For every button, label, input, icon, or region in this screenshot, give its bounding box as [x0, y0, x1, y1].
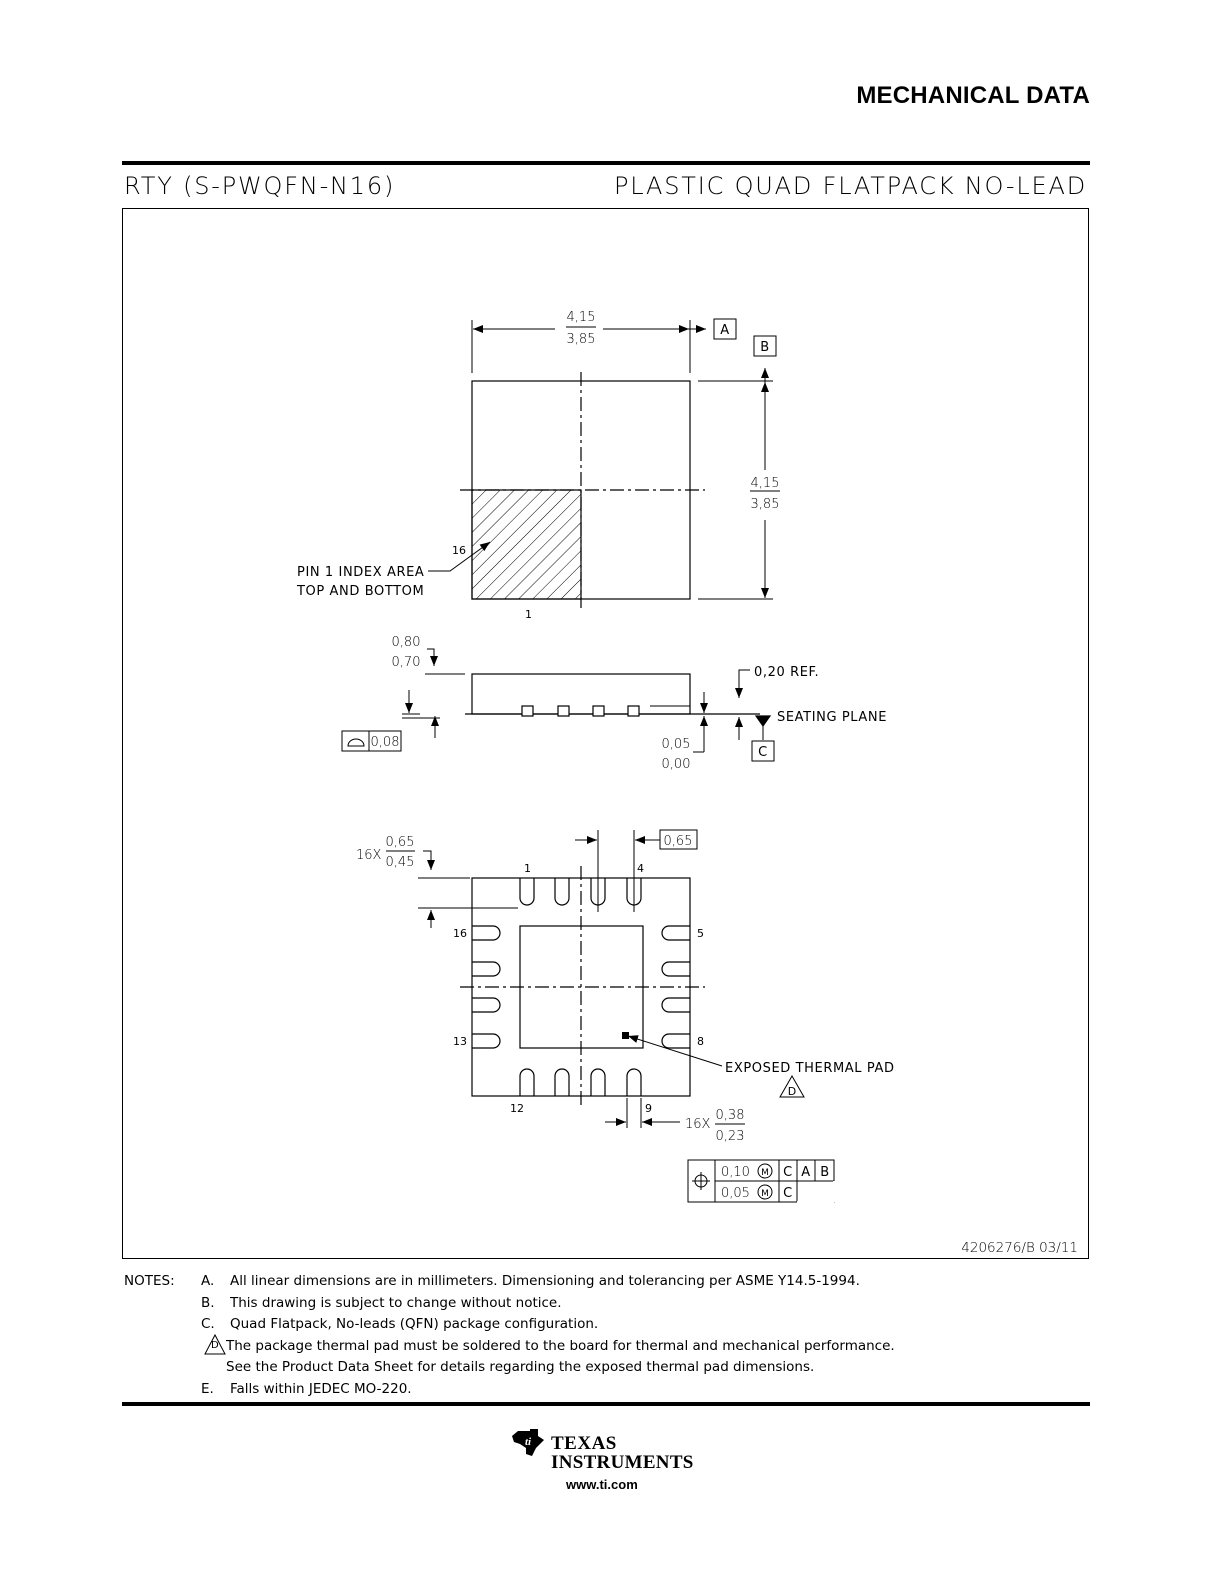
- lead-pin14: [472, 998, 500, 1012]
- flatness-symbol: [348, 739, 364, 746]
- side-lead: [522, 706, 533, 716]
- ref-b: B: [820, 1165, 830, 1180]
- datum-c-label: C: [758, 745, 768, 760]
- bottom-pin4: 4: [637, 862, 644, 875]
- top-pin16: 16: [452, 544, 466, 557]
- lead-pin2: [555, 878, 569, 905]
- lead-pin15: [472, 962, 500, 976]
- notes-heading: NOTES:: [124, 1273, 175, 1289]
- side-view-body: [472, 674, 690, 714]
- lead-width-min: 0,23: [715, 1129, 745, 1144]
- seating-plane-arrow: [756, 716, 770, 726]
- ref-c-1: C: [783, 1165, 793, 1180]
- lead-pin13: [472, 1034, 500, 1048]
- lead-width-prefix: 16X: [685, 1117, 711, 1132]
- lead-pin12: [520, 1069, 534, 1096]
- standoff-min: 0,00: [661, 757, 691, 772]
- brand-line1: TEXAS: [551, 1433, 617, 1454]
- bottom-pin12: 12: [510, 1102, 524, 1115]
- side-lead: [593, 706, 604, 716]
- side-lead: [558, 706, 569, 716]
- lead-length-max: 0,65: [385, 835, 415, 850]
- tolerance-value-2: 0,05: [721, 1186, 750, 1201]
- height-max: 4,15: [750, 476, 780, 491]
- bottom-pin5: 5: [697, 927, 704, 940]
- mmc-modifier-1: M: [761, 1168, 769, 1178]
- ref-c-2: C: [783, 1186, 793, 1201]
- thickness-min: 0,70: [391, 655, 421, 670]
- package-description: PLASTIC QUAD FLATPACK NO-LEAD: [614, 172, 1087, 200]
- width-max: 4,15: [566, 310, 596, 325]
- note-letter: D: [211, 1339, 219, 1351]
- bottom-pin13: 13: [453, 1035, 467, 1048]
- page-title: MECHANICAL DATA: [856, 82, 1090, 109]
- datum-a-label: A: [720, 323, 730, 338]
- lead-pin8: [662, 1034, 690, 1048]
- lead-pin10: [591, 1069, 605, 1096]
- side-view-text: [371, 635, 888, 772]
- pitch-value: 0,65: [663, 834, 693, 849]
- note-letter: B.: [201, 1294, 215, 1311]
- datum-b-label: B: [760, 340, 770, 355]
- note-text: All linear dimensions are in millimeters. Dimensioning and tolerancing per ASME Y14.5-1994.: [230, 1273, 860, 1289]
- top-view: [428, 319, 780, 608]
- lead-pin6: [662, 962, 690, 976]
- seating-plane-label: SEATING PLANE: [777, 710, 888, 725]
- lead-length-min: 0,45: [385, 855, 415, 870]
- side-lead: [628, 706, 639, 716]
- package-code: RTY (S-PWQFN-N16): [124, 172, 396, 200]
- lead-pin7: [662, 998, 690, 1012]
- note-text: Falls within JEDEC MO-220.: [230, 1380, 412, 1397]
- ti-logo-icon: [510, 1428, 546, 1458]
- pin1-label-line2: TOP AND BOTTOM: [297, 584, 425, 599]
- footer-rule: [122, 1402, 1090, 1406]
- drawing-id: 4206276/B 03/11: [961, 1240, 1078, 1256]
- bottom-view-text: [356, 834, 1078, 1256]
- pin1-label-line1: PIN 1 INDEX AREA: [297, 565, 425, 580]
- width-min: 3,85: [566, 332, 596, 347]
- bottom-pin16: 16: [453, 927, 467, 940]
- thickness-max: 0,80: [391, 635, 421, 650]
- note-d-flag: D: [787, 1085, 797, 1098]
- flatness-value: 0,08: [370, 735, 400, 750]
- note-letter: C.: [201, 1316, 215, 1332]
- pin1-index-area: [472, 490, 581, 599]
- thermal-pad-leader: [628, 1036, 722, 1066]
- note-letter: A.: [201, 1273, 215, 1289]
- lead-width-max: 0,38: [715, 1108, 745, 1123]
- note-text: See the Product Data Sheet for details regarding the exposed thermal pad dimensions.: [226, 1359, 815, 1375]
- note-text: The package thermal pad must be soldered to the board for thermal and mechanical performance.: [226, 1337, 895, 1354]
- footer-url[interactable]: www.ti.com: [566, 1477, 638, 1492]
- height-min: 3,85: [750, 497, 780, 512]
- bottom-pin9: 9: [645, 1102, 652, 1115]
- lead-count-prefix: 16X: [356, 848, 382, 863]
- ref-a: A: [801, 1165, 811, 1180]
- top-pin1: 1: [525, 608, 532, 621]
- note-text: This drawing is subject to change without notice.: [230, 1294, 562, 1311]
- tolerance-value-1: 0,10: [721, 1165, 750, 1180]
- note-text: Quad Flatpack, No-leads (QFN) package configuration.: [230, 1316, 599, 1332]
- lead-pin1: [520, 878, 534, 905]
- thermal-pad-label: EXPOSED THERMAL PAD: [725, 1061, 895, 1076]
- lead-pin5: [662, 926, 690, 940]
- bottom-view: [418, 830, 834, 1202]
- mmc-modifier-2: M: [761, 1189, 769, 1199]
- svg-text:ti: ti: [525, 1436, 532, 1448]
- lead-pin11: [555, 1069, 569, 1096]
- lead-pin16: [472, 926, 500, 940]
- brand-line2: INSTRUMENTS: [551, 1452, 694, 1473]
- standoff-max: 0,05: [661, 737, 691, 752]
- note-letter: E.: [201, 1380, 214, 1397]
- lead-pin9: [627, 1069, 641, 1096]
- bottom-pin1: 1: [524, 862, 531, 875]
- bottom-pin8: 8: [697, 1035, 704, 1048]
- ref-label: 0,20 REF.: [754, 665, 820, 680]
